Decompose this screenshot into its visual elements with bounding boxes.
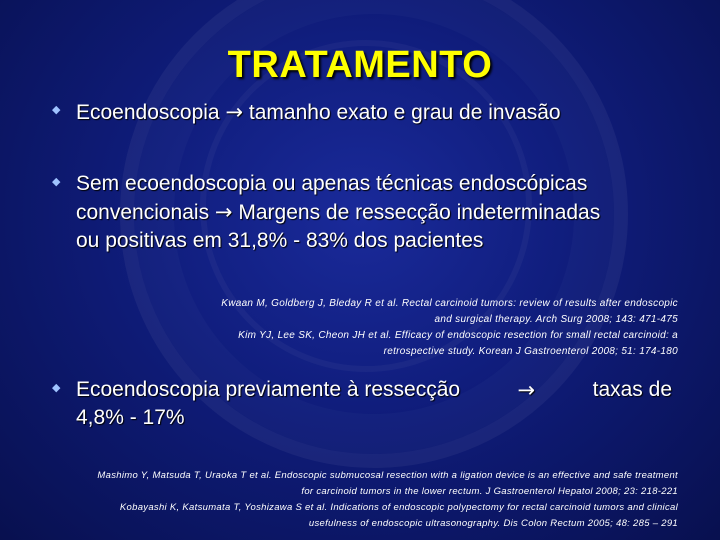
references-block-2 (30, 468, 678, 532)
diamond-bullet-icon: ◆ (52, 104, 61, 116)
slide-title: TRATAMENTO (227, 44, 493, 86)
bullet-3-text: Ecoendoscopia previamente à ressecção → taxas de 4,8% - 17% (76, 378, 672, 429)
reference-line: for carcinoid tumors in the lower rectum. J Gastroenterol Hepatol 2008; 23: 218-221 (301, 486, 678, 497)
bullet-1 (52, 98, 692, 127)
right-arrow-icon: → (214, 200, 233, 224)
reference-line: Mashimo Y, Matsuda T, Uraoka T et al. Endoscopic submucosal resection with a ligation device is an effective and safe treatment (97, 470, 678, 481)
right-arrow-icon: → (517, 378, 536, 402)
reference-line: usefulness of endoscopic ultrasonography. Dis Colon Rectum 2005; 48: 285 – 291 (308, 518, 678, 529)
bullet-1-text: Ecoendoscopia → tamanho exato e grau de invasão (76, 100, 561, 124)
right-arrow-icon: → (225, 100, 244, 124)
diamond-bullet-icon: ◆ (52, 382, 61, 394)
references-block-1 (150, 296, 678, 360)
reference-line: Kim YJ, Lee SK, Cheon JH et al. Efficacy of endoscopic resection for small rectal carcinoid: a (238, 330, 678, 341)
bullet-2-text: Sem ecoendoscopia ou apenas técnicas endoscópicas convencionais → Margens de ressecção indeterminadas ou positivas em 31,8% - 83% dos pacientes (76, 172, 601, 252)
reference-line: Kwaan M, Goldberg J, Bleday R et al. Rectal carcinoid tumors: review of results after endoscopic (221, 298, 678, 309)
bullet-2 (52, 170, 702, 255)
reference-line: retrospective study. Korean J Gastroenterol 2008; 51: 174-180 (383, 346, 678, 357)
diamond-bullet-icon: ◆ (52, 176, 61, 188)
reference-line: and surgical therapy. Arch Surg 2008; 143: 471-475 (434, 314, 678, 325)
reference-line: Kobayashi K, Katsumata T, Yoshizawa S et al. Indications of endoscopic polypectomy for rectal carcinoid tumors and clinical (119, 502, 678, 513)
bullet-3 (52, 376, 672, 432)
